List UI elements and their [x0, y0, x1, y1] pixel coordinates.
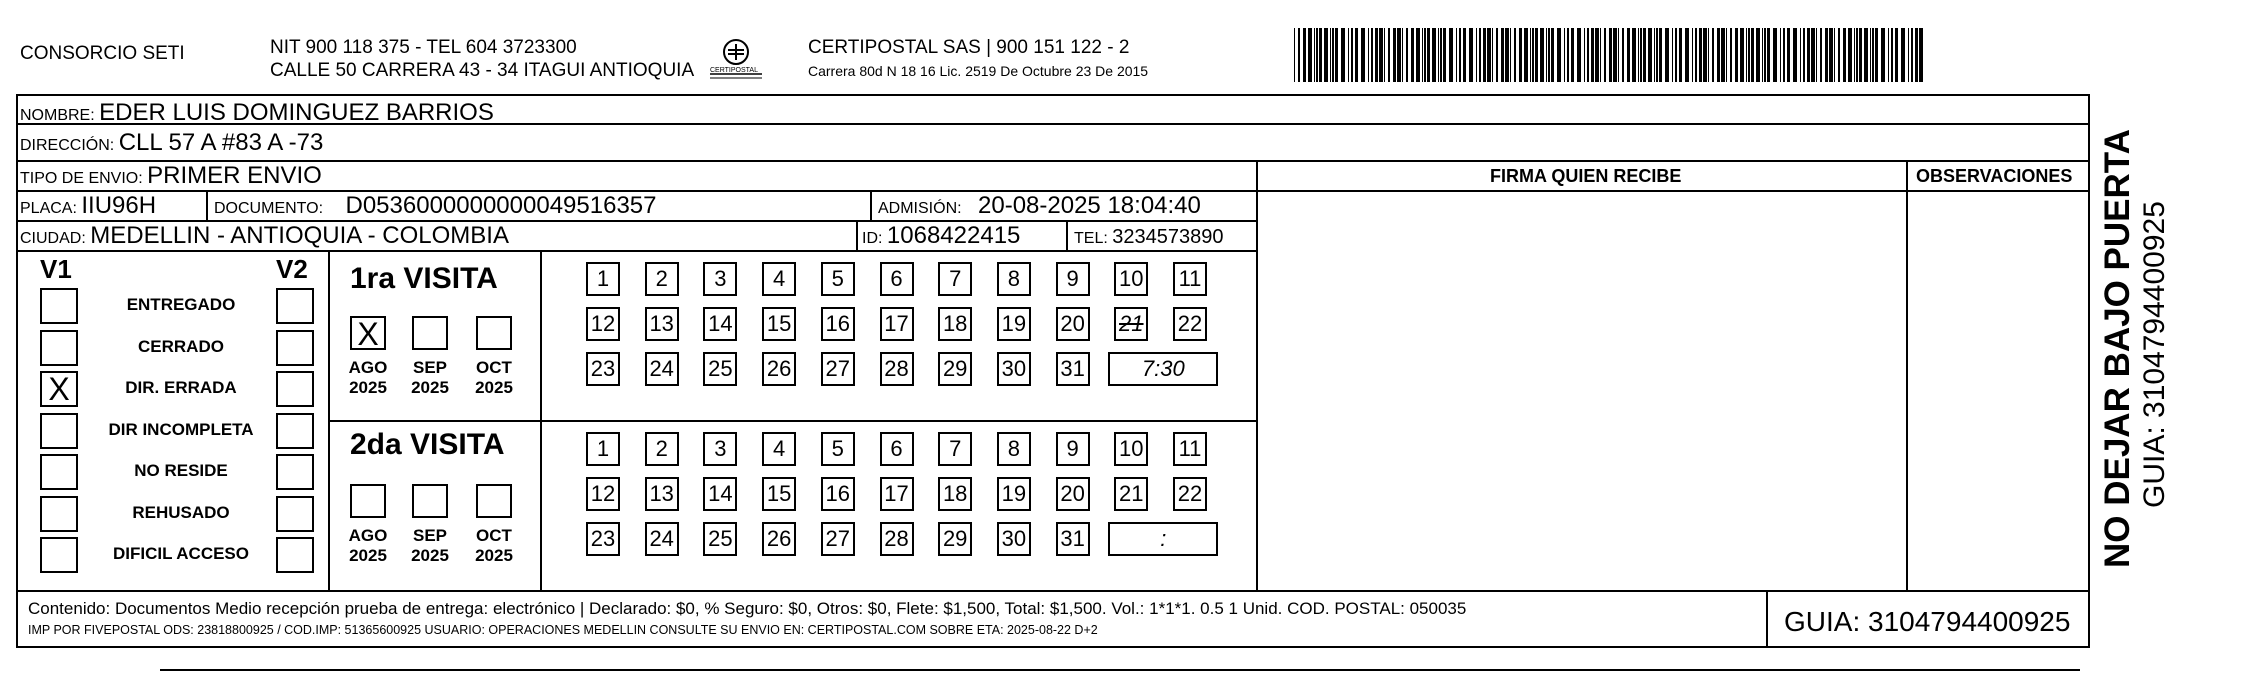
- day-box: 5: [821, 262, 855, 296]
- barcode-bar: [1368, 28, 1369, 82]
- placa-value: IIU96H: [81, 192, 157, 219]
- day-box: 16: [821, 477, 855, 511]
- col-divider: [1906, 160, 1908, 590]
- firma-header: FIRMA QUIEN RECIBE: [1490, 166, 1682, 186]
- barcode-bar: [1476, 28, 1477, 82]
- barcode-bar: [1872, 28, 1874, 82]
- certipostal-logo: [706, 36, 766, 84]
- barcode-bar: [1422, 28, 1423, 82]
- day-box: 11: [1173, 262, 1207, 296]
- month-checkbox: [476, 484, 512, 518]
- barcode-bar: [1675, 28, 1677, 82]
- day-box: 4: [762, 432, 796, 466]
- barcode-bar: [1864, 28, 1868, 82]
- col-divider: [870, 190, 872, 220]
- barcode-bar: [1787, 28, 1790, 82]
- barcode-bar: [1735, 28, 1738, 82]
- ciudad-value: MEDELLIN - ANTIOQUIA - COLOMBIA: [90, 222, 509, 249]
- admision-value: 20-08-2025 18:04:40: [978, 192, 1201, 219]
- barcode-bar: [1604, 28, 1606, 82]
- barcode-bar: [1440, 28, 1442, 82]
- barcode-bar: [1479, 28, 1481, 82]
- barcode-bar: [1548, 28, 1550, 82]
- day-box: 2: [645, 432, 679, 466]
- month-label: OCT 2025: [475, 358, 513, 398]
- month-label: SEP 2025: [411, 358, 449, 398]
- day-box: 27: [821, 522, 855, 556]
- day-box: 22: [1173, 307, 1207, 341]
- address-line: CALLE 50 CARRERA 43 - 34 ITAGUI ANTIOQUIA: [270, 60, 695, 81]
- day-box: 16: [821, 307, 855, 341]
- barcode-bar: [1397, 28, 1401, 82]
- barcode-bar: [1740, 28, 1744, 82]
- day-box: 23: [586, 352, 620, 386]
- barcode-bar: [1848, 28, 1852, 82]
- barcode-bar: [1721, 28, 1725, 82]
- barcode-bar: [1915, 28, 1918, 82]
- day-box: 15: [762, 477, 796, 511]
- month-checkbox: [412, 484, 448, 518]
- placa-label: PLACA:: [20, 200, 77, 217]
- day-box: 6: [880, 432, 914, 466]
- v1-checkbox: X: [40, 371, 78, 407]
- col-divider: [856, 220, 858, 250]
- day-box: 21: [1114, 307, 1148, 341]
- day-box: 25: [703, 522, 737, 556]
- barcode-bar: [1908, 28, 1909, 82]
- v1-label: V1: [40, 254, 72, 284]
- day-box: 18: [938, 307, 972, 341]
- day-box: 6: [880, 262, 914, 296]
- month-checkbox: [350, 484, 386, 518]
- barcode-bar: [1672, 28, 1673, 82]
- barcode-bar: [1756, 28, 1760, 82]
- day-box: 4: [762, 262, 796, 296]
- day-box: 7: [938, 262, 972, 296]
- day-box: 11: [1173, 432, 1207, 466]
- day-box: 10: [1114, 432, 1148, 466]
- barcode-bar: [1348, 28, 1349, 82]
- barcode-bar: [1355, 28, 1358, 82]
- company-name: CONSORCIO SETI: [20, 43, 185, 64]
- day-box: 24: [645, 522, 679, 556]
- barcode-bar: [1411, 28, 1414, 82]
- barcode-bar: [1627, 28, 1630, 82]
- barcode-bar: [1875, 28, 1878, 82]
- barcode-bar: [1793, 28, 1797, 82]
- tipo-value: PRIMER ENVIO: [147, 162, 322, 189]
- barcode-bar: [1384, 28, 1385, 82]
- day-box: 26: [762, 522, 796, 556]
- day-box: 30: [997, 522, 1031, 556]
- barcode-bar: [1505, 28, 1509, 82]
- barcode-bar: [1303, 28, 1306, 82]
- certipostal-line: CERTIPOSTAL SAS | 900 151 122 - 2: [808, 37, 1130, 58]
- day-box: 31: [1056, 352, 1090, 386]
- day-box: 12: [586, 477, 620, 511]
- barcode-bar: [1456, 28, 1457, 82]
- barcode-bar: [1324, 28, 1328, 82]
- barcode-bar: [1834, 28, 1835, 82]
- barcode-bar: [1699, 28, 1702, 82]
- day-box: 10: [1114, 262, 1148, 296]
- day-box: 14: [703, 477, 737, 511]
- barcode-bar: [1679, 28, 1682, 82]
- day-box: 1: [586, 262, 620, 296]
- barcode-bar: [1764, 28, 1766, 82]
- direccion-label: DIRECCIÓN:: [20, 137, 115, 154]
- barcode-bar: [1371, 28, 1373, 82]
- v1-checkbox: [40, 454, 78, 490]
- day-box: 5: [821, 432, 855, 466]
- barcode-bar: [1393, 28, 1396, 82]
- row-line: [16, 250, 1256, 252]
- day-box: 8: [997, 432, 1031, 466]
- day-box: 20: [1056, 477, 1090, 511]
- cut-line: [160, 669, 2080, 671]
- row-line: [16, 160, 2090, 162]
- barcode-bar: [1551, 28, 1554, 82]
- status-label: DIFICIL ACCESO: [112, 544, 249, 563]
- barcode-bar: [1483, 28, 1486, 82]
- day-box: 17: [880, 307, 914, 341]
- barcode-bar: [1807, 28, 1810, 82]
- barcode-bar: [1859, 28, 1862, 82]
- barcode-bar: [1449, 28, 1453, 82]
- barcode-bar: [1838, 28, 1840, 82]
- id-value: 1068422415: [886, 222, 1021, 249]
- ciudad-label: CIUDAD:: [20, 230, 86, 247]
- imp-text: IMP POR FIVEPOSTAL ODS: 23818800925 / COD.IMP: 51365600925 USUARIO: OPERACIONES MEDELLIN CONSULTE SU ENVIO EN: CERTIPOSTAL.COM SOBRE ETA: 2025-08-22 D+2: [28, 623, 1098, 637]
- v2-checkbox: [276, 413, 314, 449]
- barcode-bar: [1800, 28, 1801, 82]
- day-box: 17: [880, 477, 914, 511]
- barcode-bar: [1330, 28, 1331, 82]
- barcode-bar: [1332, 28, 1334, 82]
- barcode-bar: [1780, 28, 1781, 82]
- admision-label: ADMISIÓN:: [878, 200, 962, 217]
- barcode-bar: [1432, 28, 1436, 82]
- barcode-bar: [1535, 28, 1538, 82]
- side-guia-text: GUIA: 3104794400925: [2138, 201, 2171, 508]
- barcode-bar: [1524, 28, 1528, 82]
- barcode-bar: [1901, 28, 1905, 82]
- day-box: 14: [703, 307, 737, 341]
- day-box: 8: [997, 262, 1031, 296]
- barcode-bar: [1717, 28, 1720, 82]
- day-box: 9: [1056, 262, 1090, 296]
- barcode-bar: [1695, 28, 1697, 82]
- documento-value: D0536000000000049516357: [345, 192, 657, 219]
- day-box: 30: [997, 352, 1031, 386]
- barcode-bar: [1316, 28, 1318, 82]
- month-checkbox: [412, 316, 448, 350]
- barcode-bar: [1519, 28, 1522, 82]
- barcode-bar: [1888, 28, 1889, 82]
- month-checkbox: X: [350, 316, 386, 350]
- status-label: NO RESIDE: [134, 461, 228, 480]
- barcode-bar: [1665, 28, 1669, 82]
- barcode-bar: [1492, 28, 1493, 82]
- barcode-bar: [1618, 28, 1619, 82]
- col-divider: [1256, 160, 1258, 590]
- status-label: DIR. ERRADA: [125, 378, 237, 397]
- barcode-bar: [1427, 28, 1430, 82]
- barcode-bar: [1783, 28, 1785, 82]
- day-box: 19: [997, 307, 1031, 341]
- barcode-bar: [1622, 28, 1624, 82]
- barcode-bar: [1613, 28, 1617, 82]
- v1-checkbox: [40, 413, 78, 449]
- v1-checkbox: [40, 537, 78, 573]
- barcode-bar: [1388, 28, 1390, 82]
- barcode-bar: [1751, 28, 1754, 82]
- contenido-text: Contenido: Documentos Medio recepción prueba de entrega: electrónico | Declarado: $0, % Seguro: $0, Otros: $0, Flete: $1,500, Total: $1,500. Vol.: 1*1*1. 0.5 1 Unid. COD. POSTAL: 050035: [28, 599, 1467, 618]
- barcode-bar: [1685, 28, 1689, 82]
- day-box: 1: [586, 432, 620, 466]
- v1-checkbox: [40, 330, 78, 366]
- barcode-bar: [1820, 28, 1822, 82]
- barcode-bar: [1375, 28, 1378, 82]
- col-divider: [206, 190, 208, 220]
- barcode-bar: [1643, 28, 1646, 82]
- visit1-title: 1ra VISITA: [350, 262, 498, 295]
- barcode-bar: [1308, 28, 1312, 82]
- barcode-bar: [1919, 28, 1923, 82]
- nit-line: NIT 900 118 375 - TEL 604 3723300: [270, 37, 577, 58]
- barcode-bar: [1726, 28, 1727, 82]
- month-label: AGO 2025: [348, 358, 388, 398]
- day-box: 29: [938, 352, 972, 386]
- no-dejar-text: NO DEJAR BAJO PUERTA: [2098, 129, 2137, 568]
- barcode-bar: [1703, 28, 1707, 82]
- observaciones-header: OBSERVACIONES: [1916, 166, 2073, 186]
- day-box: 9: [1056, 432, 1090, 466]
- barcode-bar: [1825, 28, 1828, 82]
- barcode-bar: [1891, 28, 1893, 82]
- barcode-bar: [1463, 28, 1466, 82]
- col-divider: [1066, 220, 1068, 250]
- day-box: 13: [645, 307, 679, 341]
- direccion-value: CLL 57 A #83 A -73: [118, 129, 324, 156]
- barcode-bar: [1587, 28, 1589, 82]
- barcode-bar: [1577, 28, 1581, 82]
- barcode-bar: [1712, 28, 1714, 82]
- barcode-bar: [1402, 28, 1403, 82]
- barcode-bar: [1501, 28, 1504, 82]
- month-label: AGO 2025: [348, 526, 388, 566]
- day-box: 18: [938, 477, 972, 511]
- barcode-bar: [1746, 28, 1747, 82]
- barcode-bar: [1571, 28, 1574, 82]
- day-box: 26: [762, 352, 796, 386]
- barcode-bar: [1496, 28, 1498, 82]
- tel-label: TEL:: [1074, 230, 1108, 247]
- v2-checkbox: [276, 371, 314, 407]
- col-divider: [1766, 590, 1768, 648]
- barcode-bar: [1341, 28, 1345, 82]
- barcode: [1294, 28, 1930, 82]
- barcode-bar: [1854, 28, 1855, 82]
- barcode-bar: [1540, 28, 1544, 82]
- v2-checkbox: [276, 288, 314, 324]
- barcode-bar: [1895, 28, 1898, 82]
- barcode-bar: [1443, 28, 1446, 82]
- barcode-bar: [1361, 28, 1365, 82]
- barcode-bar: [1843, 28, 1846, 82]
- visit2-title: 2da VISITA: [350, 428, 505, 461]
- barcode-bar: [1762, 28, 1763, 82]
- barcode-bar: [1911, 28, 1913, 82]
- barcode-bar: [1708, 28, 1709, 82]
- month-label: OCT 2025: [475, 526, 513, 566]
- day-box: 22: [1173, 477, 1207, 511]
- barcode-bar: [1609, 28, 1612, 82]
- barcode-bar: [1640, 28, 1642, 82]
- day-box: 12: [586, 307, 620, 341]
- barcode-bar: [1351, 28, 1353, 82]
- barcode-bar: [1530, 28, 1531, 82]
- barcode-bar: [1510, 28, 1511, 82]
- barcode-bar: [1514, 28, 1516, 82]
- status-label: DIR INCOMPLETA: [108, 419, 254, 439]
- barcode-bar: [1881, 28, 1885, 82]
- barcode-bar: [1469, 28, 1473, 82]
- v2-checkbox: [276, 454, 314, 490]
- v1-checkbox: [40, 496, 78, 532]
- v2-checkbox: [276, 330, 314, 366]
- day-box: 31: [1056, 522, 1090, 556]
- day-box: 15: [762, 307, 796, 341]
- barcode-bar: [1730, 28, 1732, 82]
- tel-value: 3234573890: [1112, 226, 1224, 248]
- barcode-bar: [1659, 28, 1662, 82]
- day-box: 27: [821, 352, 855, 386]
- time-box: :: [1108, 522, 1218, 556]
- barcode-bar: [1546, 28, 1547, 82]
- barcode-bar: [1294, 28, 1295, 82]
- barcode-bar: [1632, 28, 1636, 82]
- logo-text: CERTIPOSTAL: [710, 67, 758, 74]
- barcode-bar: [1595, 28, 1599, 82]
- day-box: 20: [1056, 307, 1090, 341]
- day-box: 7: [938, 432, 972, 466]
- barcode-bar: [1803, 28, 1805, 82]
- barcode-bar: [1748, 28, 1750, 82]
- barcode-bar: [1829, 28, 1833, 82]
- tipo-label: TIPO DE ENVIO:: [20, 170, 143, 187]
- barcode-bar: [1379, 28, 1383, 82]
- barcode-bar: [1438, 28, 1439, 82]
- barcode-bar: [1767, 28, 1770, 82]
- status-label: CERRADO: [138, 336, 224, 356]
- day-box: 28: [880, 352, 914, 386]
- day-box: 21: [1114, 477, 1148, 511]
- barcode-bar: [1811, 28, 1815, 82]
- barcode-bar: [1564, 28, 1565, 82]
- barcode-bar: [1692, 28, 1693, 82]
- certipostal-address: Carrera 80d N 18 16 Lic. 2519 De Octubre 23 De 2015: [808, 63, 1149, 79]
- v2-label: V2: [276, 254, 308, 284]
- nombre-label: NOMBRE:: [20, 107, 95, 124]
- status-label: ENTREGADO: [126, 295, 236, 314]
- barcode-bar: [1416, 28, 1420, 82]
- day-box: 28: [880, 522, 914, 556]
- day-box: 2: [645, 262, 679, 296]
- day-box: 19: [997, 477, 1031, 511]
- v2-checkbox: [276, 537, 314, 573]
- day-box: 24: [645, 352, 679, 386]
- barcode-bar: [1773, 28, 1777, 82]
- barcode-bar: [1584, 28, 1585, 82]
- barcode-bar: [1638, 28, 1639, 82]
- v1-checkbox: [40, 288, 78, 324]
- barcode-bar: [1487, 28, 1491, 82]
- barcode-bar: [1319, 28, 1322, 82]
- barcode-bar: [1816, 28, 1817, 82]
- barcode-bar: [1298, 28, 1300, 82]
- day-box: 25: [703, 352, 737, 386]
- barcode-bar: [1314, 28, 1315, 82]
- barcode-bar: [1459, 28, 1461, 82]
- barcode-bar: [1335, 28, 1338, 82]
- documento-label: DOCUMENTO:: [214, 200, 324, 217]
- section-divider: [328, 420, 1256, 422]
- barcode-bar: [1406, 28, 1408, 82]
- v2-checkbox: [276, 496, 314, 532]
- barcode-bar: [1532, 28, 1534, 82]
- id-label: ID:: [862, 230, 883, 247]
- day-box: 3: [703, 432, 737, 466]
- barcode-bar: [1591, 28, 1594, 82]
- barcode-bar: [1656, 28, 1658, 82]
- time-box: 7:30: [1108, 352, 1218, 386]
- day-box: 23: [586, 522, 620, 556]
- day-box: 29: [938, 522, 972, 556]
- barcode-bar: [1424, 28, 1426, 82]
- barcode-bar: [1557, 28, 1561, 82]
- month-label: SEP 2025: [411, 526, 449, 566]
- month-checkbox: [476, 316, 512, 350]
- row-line: [16, 590, 2090, 592]
- barcode-bar: [1600, 28, 1601, 82]
- barcode-bar: [1870, 28, 1871, 82]
- barcode-bar: [1654, 28, 1655, 82]
- guia-box-text: GUIA: 3104794400925: [1784, 606, 2071, 637]
- day-box: 13: [645, 477, 679, 511]
- nombre-value: EDER LUIS DOMINGUEZ BARRIOS: [99, 99, 494, 126]
- day-box: 3: [703, 262, 737, 296]
- status-label: REHUSADO: [132, 502, 230, 522]
- barcode-bar: [1567, 28, 1569, 82]
- barcode-bar: [1648, 28, 1652, 82]
- barcode-bar: [1856, 28, 1858, 82]
